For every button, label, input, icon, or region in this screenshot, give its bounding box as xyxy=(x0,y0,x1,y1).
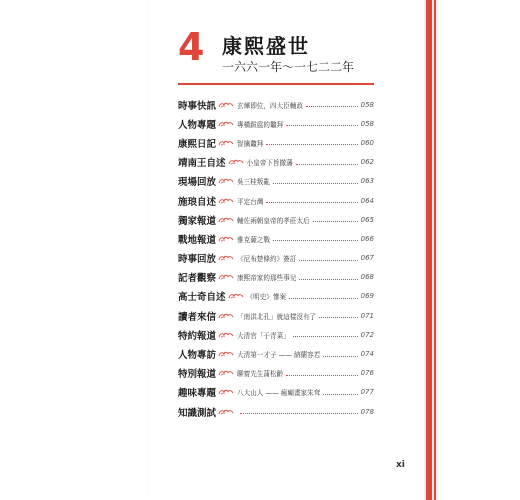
toc-topic: 雅克薩之戰 xyxy=(237,235,270,244)
accent-stripe-thin xyxy=(434,0,436,500)
toc-page-number: 064 xyxy=(360,196,374,205)
toc-page-number: 078 xyxy=(360,407,374,416)
toc-topic: 《尼布楚條約》簽訂 xyxy=(237,255,297,264)
toc-topic: 八大山人 —— 瘋癲畫家朱耷 xyxy=(237,389,321,398)
toc-topic: 康熙帝家的那些事兒 xyxy=(237,274,297,283)
toc-topic: 大清官「于青菜」 xyxy=(237,331,290,340)
cloud-swirl-icon xyxy=(228,292,244,300)
toc-page-number: 060 xyxy=(360,138,374,147)
cloud-swirl-icon xyxy=(218,120,234,128)
toc-entry[interactable] xyxy=(178,268,374,287)
toc-topic: 小皇帝下旨撤藩 xyxy=(246,159,293,168)
leader-dots xyxy=(319,313,357,318)
toc-page-number: 071 xyxy=(360,311,374,320)
toc-page-number: 074 xyxy=(360,350,374,359)
cloud-swirl-icon xyxy=(218,408,234,416)
toc-entry[interactable] xyxy=(178,229,374,248)
toc-page-number: 065 xyxy=(360,215,374,224)
toc-category: 時事回放 xyxy=(178,254,217,266)
toc-entry[interactable] xyxy=(178,402,374,421)
toc-entry[interactable] xyxy=(178,95,374,114)
leader-dots xyxy=(293,332,358,337)
toc-entry[interactable] xyxy=(178,306,374,325)
leader-dots xyxy=(299,275,357,280)
toc-category: 現場回放 xyxy=(178,177,217,189)
toc-page-number: 068 xyxy=(360,273,374,282)
leader-dots xyxy=(273,179,358,184)
cloud-swirl-icon xyxy=(218,273,234,281)
toc-category: 獨家報道 xyxy=(178,215,217,227)
table-of-contents xyxy=(178,95,374,421)
toc-category: 高士奇自述 xyxy=(178,292,226,304)
toc-page-number: 063 xyxy=(360,177,374,186)
leader-dots xyxy=(266,198,357,203)
cloud-swirl-icon xyxy=(218,216,234,224)
chapter-number: 4 xyxy=(178,25,205,69)
leader-dots xyxy=(286,371,357,376)
toc-topic: 專橫跋扈的鼇拜 xyxy=(237,120,284,129)
toc-category: 康熙日記 xyxy=(178,138,217,150)
toc-entry[interactable] xyxy=(178,344,374,363)
toc-category: 施琅自述 xyxy=(178,196,217,208)
toc-page-number: 067 xyxy=(360,254,374,263)
toc-entry[interactable] xyxy=(178,191,374,210)
cloud-swirl-icon xyxy=(218,197,234,205)
toc-topic: 輔佐兩朝皇帝的孝莊太后 xyxy=(237,216,310,225)
toc-category: 時事快訊 xyxy=(178,100,217,112)
cloud-swirl-icon xyxy=(218,177,234,185)
toc-category: 戰地報道 xyxy=(178,234,217,246)
toc-page-number: 069 xyxy=(360,292,374,301)
cloud-swirl-icon xyxy=(218,101,234,109)
chapter-title: 康熙盛世 xyxy=(222,34,310,58)
chapter-years: 一六六一年～一七二二年 xyxy=(222,60,355,74)
toc-category: 記者觀察 xyxy=(178,273,217,285)
toc-entry[interactable] xyxy=(178,325,374,344)
toc-entry[interactable] xyxy=(178,210,374,229)
leader-dots xyxy=(296,160,358,165)
toc-topic: 吳三桂叛亂 xyxy=(237,178,270,187)
leader-dots xyxy=(289,294,358,299)
leader-dots xyxy=(323,390,357,395)
toc-entry[interactable] xyxy=(178,114,374,133)
toc-category: 特約報道 xyxy=(178,330,217,342)
toc-category: 人物專訪 xyxy=(178,350,217,362)
toc-page-number: 058 xyxy=(360,119,374,128)
leader-dots xyxy=(323,352,357,357)
toc-entry[interactable] xyxy=(178,172,374,191)
cloud-swirl-icon xyxy=(218,350,234,358)
toc-entry[interactable] xyxy=(178,133,374,152)
leader-dots xyxy=(273,236,358,241)
toc-topic: 智擒鼇拜 xyxy=(237,139,264,148)
toc-topic: 《明史》慘案 xyxy=(246,293,287,302)
toc-entry[interactable] xyxy=(178,153,374,172)
toc-entry[interactable] xyxy=(178,383,374,402)
toc-entry[interactable] xyxy=(178,249,374,268)
toc-category: 知識測試 xyxy=(178,407,217,419)
toc-page-number: 062 xyxy=(360,158,374,167)
cloud-swirl-icon xyxy=(228,158,244,166)
toc-entry[interactable] xyxy=(178,364,374,383)
page-number: xi xyxy=(396,460,405,470)
toc-page-number: 066 xyxy=(360,234,374,243)
cloud-swirl-icon xyxy=(218,254,234,262)
toc-page-number: 076 xyxy=(360,369,374,378)
cloud-swirl-icon xyxy=(218,388,234,396)
leader-dots xyxy=(299,256,357,261)
cloud-swirl-icon xyxy=(218,312,234,320)
toc-category: 特別報道 xyxy=(178,369,217,381)
leader-dots xyxy=(240,409,358,414)
toc-topic: 平定台灣 xyxy=(237,197,264,206)
cloud-swirl-icon xyxy=(218,235,234,243)
toc-entry[interactable] xyxy=(178,287,374,306)
toc-topic: 玄燁即位，四大臣輔政 xyxy=(237,101,303,110)
leader-dots xyxy=(286,121,357,126)
toc-topic: 「南洪北孔」就這樣沒有了 xyxy=(237,312,317,321)
toc-page-number: 058 xyxy=(360,100,374,109)
cloud-swirl-icon xyxy=(218,331,234,339)
toc-category: 人物專題 xyxy=(178,119,217,131)
toc-topic: 大清第一才子 —— 納蘭容若 xyxy=(237,351,321,360)
accent-stripe xyxy=(426,0,432,500)
toc-page-number: 077 xyxy=(360,388,374,397)
cloud-swirl-icon xyxy=(218,369,234,377)
toc-page-number: 072 xyxy=(360,330,374,339)
toc-category: 讀者來信 xyxy=(178,311,217,323)
title-divider xyxy=(178,83,374,85)
leader-dots xyxy=(313,217,358,222)
leader-dots xyxy=(266,140,357,145)
toc-topic: 聊齋先生蒲松齡 xyxy=(237,370,284,379)
toc-category: 靖南王自述 xyxy=(178,158,226,170)
cloud-swirl-icon xyxy=(218,139,234,147)
toc-category: 趣味專題 xyxy=(178,388,217,400)
leader-dots xyxy=(306,102,358,107)
